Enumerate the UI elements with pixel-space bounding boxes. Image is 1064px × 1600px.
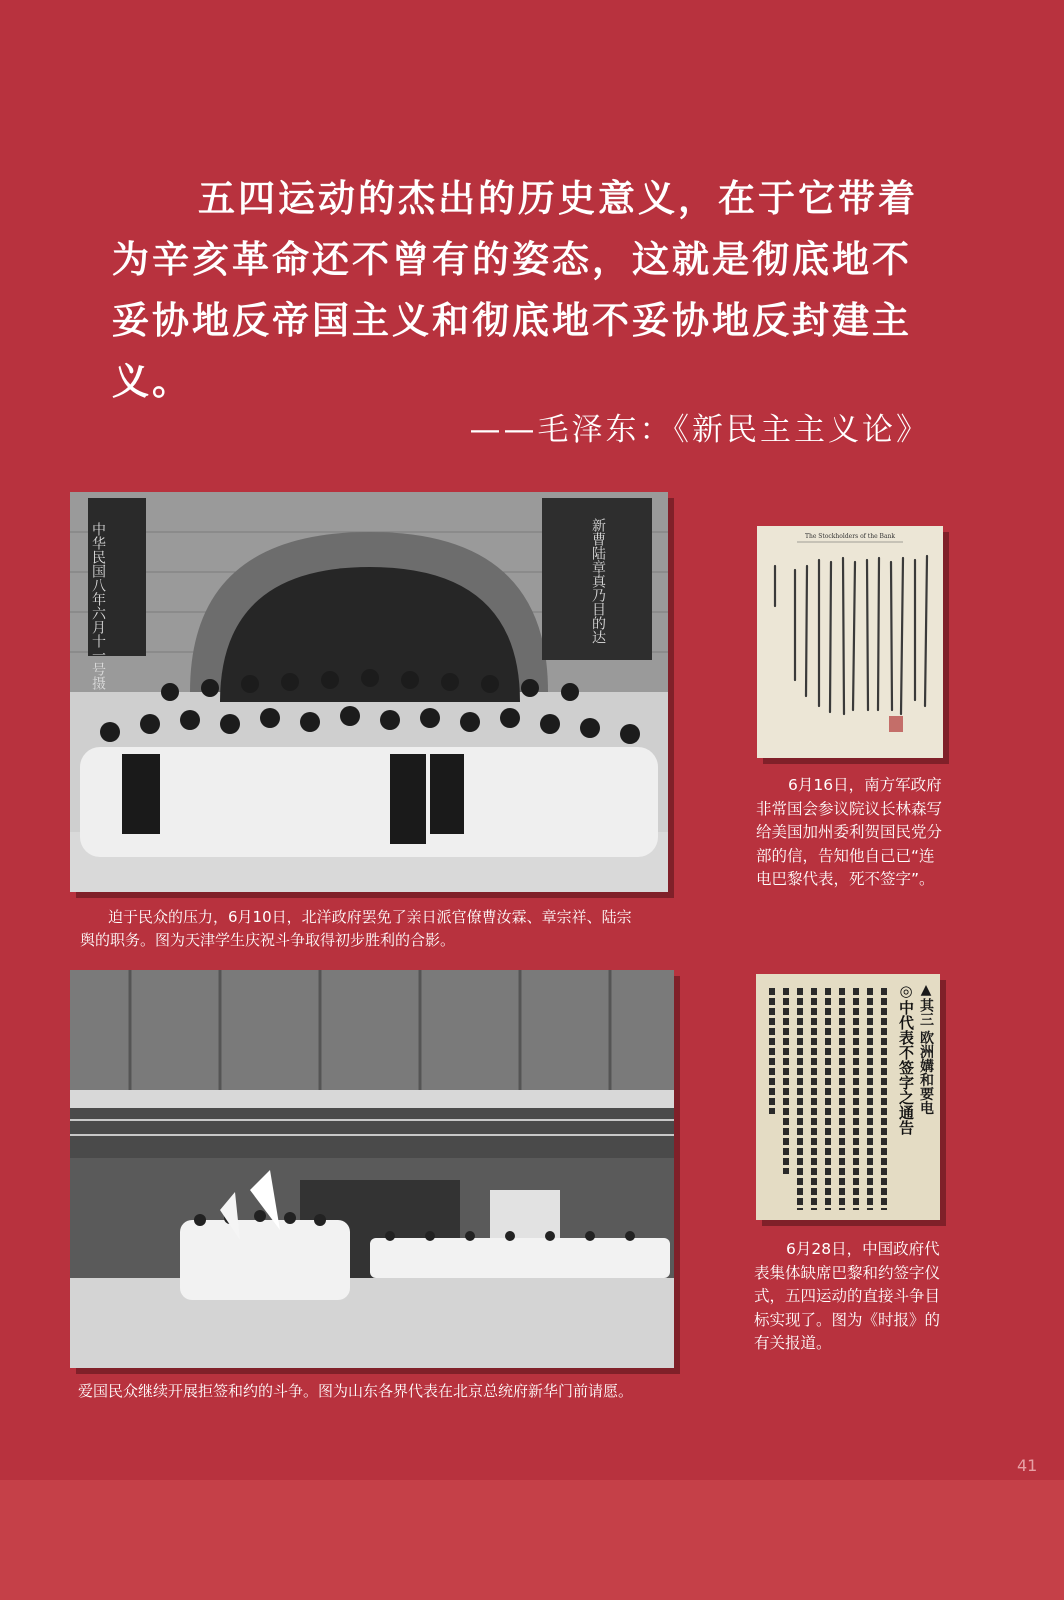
letter-caption: 6月16日，南方军政府非常国会参议院议长林森写给美国加州委利贺国民党分部的信，告知他自己已“连电巴黎代表，死不签字”。 xyxy=(756,776,943,888)
photo-xinhua-gate-image xyxy=(70,970,674,1368)
photo-xinhua-caption: 爱国民众继续开展拒签和约的斗争。图为山东各界代表在北京总统府新华门前请愿。 xyxy=(78,1382,634,1400)
photo-lin-sen-letter xyxy=(757,526,943,758)
quote-attribution: ——毛泽东：《新民主主义论》 xyxy=(469,412,930,448)
newspaper-masthead: ▲其三 欧洲媾和要电 xyxy=(918,982,934,1115)
banner-left-text: 中华民国八年六月十一号摄 xyxy=(90,522,106,690)
photo-xinhua-gate xyxy=(70,970,674,1368)
lin-sen-letter-image xyxy=(757,526,943,758)
photo-tianjin-caption: 迫于民众的压力，6月10日，北洋政府罢免了亲日派官僚曹汝霖、章宗祥、陆宗舆的职务。图为天津学生庆祝斗争取得初步胜利的合影。 xyxy=(80,908,632,949)
quote-text: 五四运动的杰出的历史意义，在于它带着为辛亥革命还不曾有的姿态，这就是彻底地不妥协地反帝国主义和彻底地不妥协地反封建主义。 xyxy=(112,176,918,403)
footer-band xyxy=(0,1480,1064,1600)
photo-tianjin-students-image xyxy=(70,492,668,892)
photo-tianjin-students xyxy=(70,492,668,892)
photo-newspaper-clipping xyxy=(756,974,940,1220)
letter-header: The Stockholders of the Bank xyxy=(804,533,896,540)
newspaper-clipping-image xyxy=(756,974,940,1220)
newspaper-caption: 6月28日，中国政府代表集体缺席巴黎和约签字仪式，五四运动的直接斗争目标实现了。图为《时报》的有关报道。 xyxy=(754,1240,941,1352)
banner-right-text: 新曹陆章真乃目的达 xyxy=(590,518,606,644)
page-number: 41 xyxy=(1017,1456,1038,1475)
newspaper-headline: ◎中代表不签字之通告 xyxy=(897,982,915,1135)
